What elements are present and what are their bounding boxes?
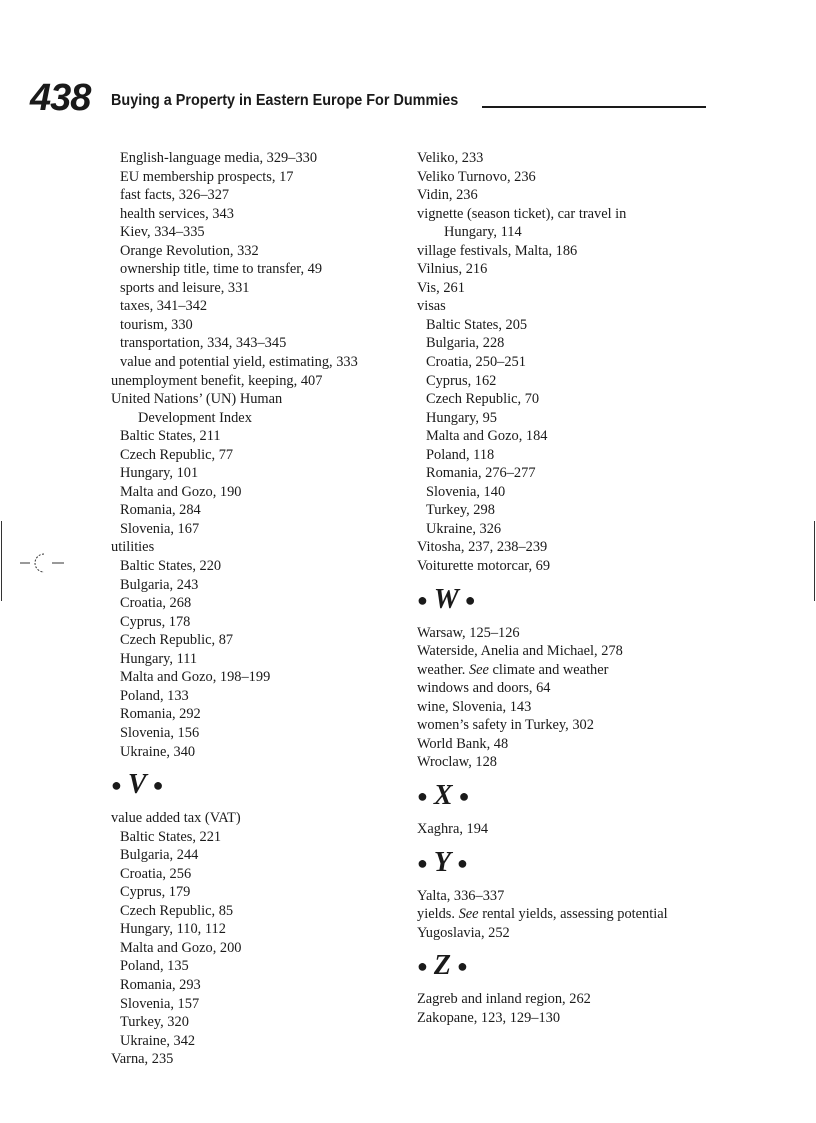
index-entry-text: Croatia, 268	[120, 595, 192, 612]
index-subentry-slovenia-140	[417, 483, 737, 502]
index-entry-text: taxes, 341–342	[120, 298, 208, 315]
index-entry-text: Waterside, Anelia and Michael, 278	[417, 643, 623, 660]
index-entry-windows-and-doors-64	[417, 679, 737, 698]
index-entry-utilities	[111, 538, 411, 557]
index-entry-text: Czech Republic, 87	[120, 632, 234, 649]
index-subentry-bulgaria-244	[111, 846, 411, 865]
index-entry-text: Malta and Gozo, 200	[120, 939, 242, 956]
index-subentry-taxes-341-342	[111, 297, 411, 316]
index-subentry-baltic-states-205	[417, 316, 737, 335]
index-entry-vitosha-237-238-239	[417, 538, 737, 557]
bullet-icon: ●	[111, 775, 122, 796]
index-entry-text: Xaghra, 194	[417, 820, 489, 837]
index-subentry-poland-135	[111, 957, 411, 976]
index-entry-xaghra-194	[417, 820, 737, 839]
index-entry-text: Croatia, 250–251	[426, 354, 526, 371]
index-entry-vis-261	[417, 279, 737, 298]
index-subentry-ukraine-342	[111, 1032, 411, 1051]
letter-heading-glyph: X	[433, 780, 453, 812]
index-entry-text: utilities	[111, 539, 155, 556]
index-entry-text: EU membership prospects, 17	[120, 168, 294, 185]
index-subentry-czech-republic-87	[111, 631, 411, 650]
registration-mark-icon	[20, 549, 68, 577]
index-entry-text: Development Index	[138, 409, 252, 426]
index-entry-veliko-turnovo-236	[417, 168, 737, 187]
index-subentry-kiev-334-335	[111, 223, 411, 242]
bullet-icon: ●	[152, 775, 164, 796]
header-rule	[482, 106, 706, 108]
index-entry-text: Hungary, 111	[120, 650, 198, 667]
index-entry-text: women’s safety in Turkey, 302	[417, 717, 594, 734]
index-entry-wroclaw-128	[417, 753, 737, 772]
index-entry-text: Cyprus, 178	[120, 613, 191, 630]
index-entry-text: Ukraine, 326	[426, 520, 502, 537]
index-entry-text: Malta and Gozo, 198–199	[120, 669, 271, 686]
index-subentry-slovenia-167	[111, 520, 411, 539]
index-subentry-health-services-343	[111, 205, 411, 224]
index-entry-text: Cyprus, 179	[120, 884, 191, 901]
index-subentry-hungary-111	[111, 650, 411, 669]
index-entry-text: Poland, 133	[120, 687, 189, 704]
index-subentry-turkey-320	[111, 1013, 411, 1032]
index-entry-text: vignette (season ticket), car travel in	[417, 205, 627, 222]
bullet-icon: ●	[417, 589, 428, 610]
index-subentry-ukraine-340	[111, 743, 411, 762]
index-entry-text: Vis, 261	[417, 279, 465, 296]
index-subentry-malta-and-gozo-198-199	[111, 668, 411, 687]
index-entry-warsaw-125-126	[417, 624, 737, 643]
index-entry-text: Malta and Gozo, 190	[120, 483, 242, 500]
see-reference-target: rental yields, assessing potential	[482, 906, 668, 923]
index-entry-text: Hungary, 114	[444, 224, 522, 241]
index-subentry-hungary-110-112	[111, 920, 411, 939]
index-entry-text: Baltic States, 220	[120, 558, 222, 575]
index-subentry-value-and-potential-yield-estimating-333	[111, 353, 411, 372]
letter-heading-glyph: Z	[433, 950, 451, 982]
bullet-icon: ●	[456, 852, 468, 873]
index-entry-weather	[417, 661, 737, 680]
index-entry-text: Varna, 235	[111, 1051, 174, 1068]
index-entry-text: Orange Revolution, 332	[120, 242, 259, 259]
index-subentry-baltic-states-211	[111, 427, 411, 446]
letter-heading-glyph: Y	[433, 846, 451, 878]
index-entry-text: Baltic States, 221	[120, 828, 222, 845]
index-entry-text: weather.	[417, 661, 466, 678]
index-subentry-tourism-330	[111, 316, 411, 335]
index-entry-text: village festivals, Malta, 186	[417, 242, 578, 259]
index-subentry-bulgaria-228	[417, 334, 737, 353]
index-entry-text: Malta and Gozo, 184	[426, 428, 548, 445]
index-subentry-slovenia-157	[111, 995, 411, 1014]
bullet-icon: ●	[417, 852, 428, 873]
index-subentry-czech-republic-77	[111, 446, 411, 465]
index-entry-text: yields.	[417, 906, 455, 923]
index-subentry-malta-and-gozo-190	[111, 483, 411, 502]
index-entry-varna-235	[111, 1050, 411, 1069]
index-entry-text: Zakopane, 123, 129–130	[417, 1009, 561, 1026]
index-subentry-poland-133	[111, 687, 411, 706]
index-subentry-english-language-media-329-330	[111, 149, 411, 168]
index-subentry-romania-293	[111, 976, 411, 995]
index-subentry-croatia-256	[111, 865, 411, 884]
index-subentry-turkey-298	[417, 501, 737, 520]
index-entry-text: Turkey, 320	[120, 1014, 189, 1031]
letter-heading-glyph: W	[433, 583, 459, 615]
index-subentry-malta-and-gozo-200	[111, 939, 411, 958]
index-entry-vignette-season-ticket-car-travel-in	[417, 205, 737, 224]
index-entry-text: wine, Slovenia, 143	[417, 698, 532, 715]
letter-heading-w	[417, 576, 737, 624]
index-entry-text: United Nations’ (UN) Human	[111, 391, 283, 408]
index-subentry-slovenia-156	[111, 724, 411, 743]
index-entry-village-festivals-malta-186	[417, 242, 737, 261]
index-subentry-hungary-114	[417, 223, 737, 242]
index-entry-text: Kiev, 334–335	[120, 224, 205, 241]
index-entry-world-bank-48	[417, 735, 737, 754]
index-entry-text: Bulgaria, 243	[120, 576, 199, 593]
index-entry-text: Romania, 292	[120, 706, 201, 723]
index-subentry-hungary-95	[417, 409, 737, 428]
index-entry-yugoslavia-252	[417, 924, 737, 943]
see-reference-target: climate and weather	[492, 661, 609, 678]
index-subentry-hungary-101	[111, 464, 411, 483]
page-number: 438	[30, 77, 91, 119]
bullet-icon: ●	[458, 786, 470, 807]
index-subentry-romania-292	[111, 705, 411, 724]
index-entry-text: Romania, 276–277	[426, 465, 536, 482]
index-entry-text: Poland, 118	[426, 446, 495, 463]
index-entry-text: Romania, 293	[120, 976, 201, 993]
index-subentry-orange-revolution-332	[111, 242, 411, 261]
index-entry-text: Wroclaw, 128	[417, 754, 498, 771]
index-subentry-eu-membership-prospects-17	[111, 168, 411, 187]
index-entry-waterside-anelia-and-michael-278	[417, 642, 737, 661]
index-subentry-fast-facts-326-327	[111, 186, 411, 205]
bullet-icon: ●	[417, 786, 428, 807]
index-subentry-malta-and-gozo-184	[417, 427, 737, 446]
index-entry-value-added-tax-vat	[111, 809, 411, 828]
index-entry-text: Czech Republic, 85	[120, 902, 234, 919]
running-head-title: Buying a Property in Eastern Europe For Dummies	[111, 92, 459, 109]
index-entry-text: English-language media, 329–330	[120, 150, 318, 166]
index-entry-text: Vilnius, 216	[417, 261, 488, 278]
index-subentry-czech-republic-85	[111, 902, 411, 921]
index-subentry-development-index	[111, 409, 411, 428]
index-entry-text: Poland, 135	[120, 958, 189, 975]
index-subentry-romania-284	[111, 501, 411, 520]
index-subentry-baltic-states-221	[111, 828, 411, 847]
index-subentry-baltic-states-220	[111, 557, 411, 576]
index-subentry-ownership-title-time-to-transfer-49	[111, 260, 411, 279]
index-entry-text: Slovenia, 140	[426, 483, 506, 500]
index-entry-text: Voiturette motorcar, 69	[417, 558, 551, 575]
index-entry-text: tourism, 330	[120, 316, 193, 333]
index-entry-women-s-safety-in-turkey-302	[417, 716, 737, 735]
index-entry-united-nations-un-human	[111, 390, 411, 409]
index-entry-text: value and potential yield, estimating, 333	[120, 354, 358, 371]
index-entry-text: Baltic States, 211	[120, 428, 221, 445]
index-entry-text: sports and leisure, 331	[120, 279, 250, 296]
index-column-right	[417, 149, 737, 1027]
letter-heading-z	[417, 942, 737, 990]
index-entry-text: Hungary, 101	[120, 465, 199, 482]
index-entry-zakopane-123-129-130	[417, 1009, 737, 1028]
index-entry-text: health services, 343	[120, 205, 234, 222]
index-entry-yields	[417, 905, 737, 924]
index-entry-text: Veliko Turnovo, 236	[417, 168, 536, 185]
index-entry-text: unemployment benefit, keeping, 407	[111, 372, 323, 389]
letter-heading-x	[417, 772, 737, 820]
index-entry-text: Warsaw, 125–126	[417, 624, 520, 641]
bullet-icon: ●	[417, 956, 428, 977]
index-entry-visas	[417, 297, 737, 316]
index-entry-vidin-236	[417, 186, 737, 205]
index-entry-text: Yugoslavia, 252	[417, 924, 510, 941]
letter-heading-glyph: V	[127, 769, 147, 801]
index-entry-text: Hungary, 95	[426, 409, 498, 426]
index-entry-text: Hungary, 110, 112	[120, 921, 226, 938]
index-entry-text: Czech Republic, 70	[426, 391, 540, 408]
index-subentry-cyprus-162	[417, 372, 737, 391]
letter-heading-y	[417, 839, 737, 887]
index-column-left	[111, 149, 411, 1069]
index-subentry-cyprus-179	[111, 883, 411, 902]
index-subentry-poland-118	[417, 446, 737, 465]
index-subentry-romania-276-277	[417, 464, 737, 483]
index-entry-text: Zagreb and inland region, 262	[417, 991, 591, 1008]
index-entry-text: ownership title, time to transfer, 49	[120, 261, 323, 278]
index-entry-text: Romania, 284	[120, 502, 201, 519]
index-entry-text: Vidin, 236	[417, 187, 478, 204]
index-entry-text: Slovenia, 167	[120, 520, 200, 537]
index-entry-vilnius-216	[417, 260, 737, 279]
index-entry-text: value added tax (VAT)	[111, 810, 241, 827]
index-subentry-bulgaria-243	[111, 576, 411, 595]
index-entry-text: Turkey, 298	[426, 502, 495, 519]
index-entry-zagreb-and-inland-region-262	[417, 990, 737, 1009]
index-entry-text: Vitosha, 237, 238–239	[417, 539, 548, 556]
index-entry-text: Bulgaria, 244	[120, 847, 199, 864]
index-entry-voiturette-motorcar-69	[417, 557, 737, 576]
index-entry-text: fast facts, 326–327	[120, 187, 230, 204]
index-entry-text: transportation, 334, 343–345	[120, 335, 287, 352]
index-entry-text: Czech Republic, 77	[120, 446, 234, 463]
index-subentry-croatia-268	[111, 594, 411, 613]
index-subentry-czech-republic-70	[417, 390, 737, 409]
see-reference: See	[468, 661, 489, 678]
index-entry-text: Yalta, 336–337	[417, 887, 505, 904]
index-entry-veliko-233	[417, 149, 737, 168]
crop-mark-right	[814, 521, 815, 601]
see-reference: See	[458, 906, 479, 923]
index-entry-text: Cyprus, 162	[426, 372, 497, 389]
letter-heading-v	[111, 761, 411, 809]
index-entry-yalta-336-337	[417, 887, 737, 906]
index-entry-text: Veliko, 233	[417, 150, 484, 166]
index-entry-wine-slovenia-143	[417, 698, 737, 717]
index-entry-unemployment-benefit-keeping-407	[111, 372, 411, 391]
index-entry-text: Slovenia, 157	[120, 995, 200, 1012]
index-subentry-transportation-334-343-345	[111, 334, 411, 353]
index-subentry-cyprus-178	[111, 613, 411, 632]
index-subentry-croatia-250-251	[417, 353, 737, 372]
index-entry-text: Ukraine, 342	[120, 1032, 196, 1049]
index-entry-text: Slovenia, 156	[120, 724, 200, 741]
index-entry-text: World Bank, 48	[417, 735, 509, 752]
bullet-icon: ●	[456, 956, 468, 977]
crop-mark-left	[1, 521, 2, 601]
index-entry-text: Bulgaria, 228	[426, 335, 505, 352]
index-entry-text: visas	[417, 298, 446, 315]
index-entry-text: Baltic States, 205	[426, 316, 528, 333]
bullet-icon: ●	[464, 589, 476, 610]
index-entry-text: Ukraine, 340	[120, 743, 196, 760]
index-entry-text: windows and doors, 64	[417, 680, 551, 697]
index-entry-text: Croatia, 256	[120, 865, 192, 882]
index-subentry-ukraine-326	[417, 520, 737, 539]
index-subentry-sports-and-leisure-331	[111, 279, 411, 298]
